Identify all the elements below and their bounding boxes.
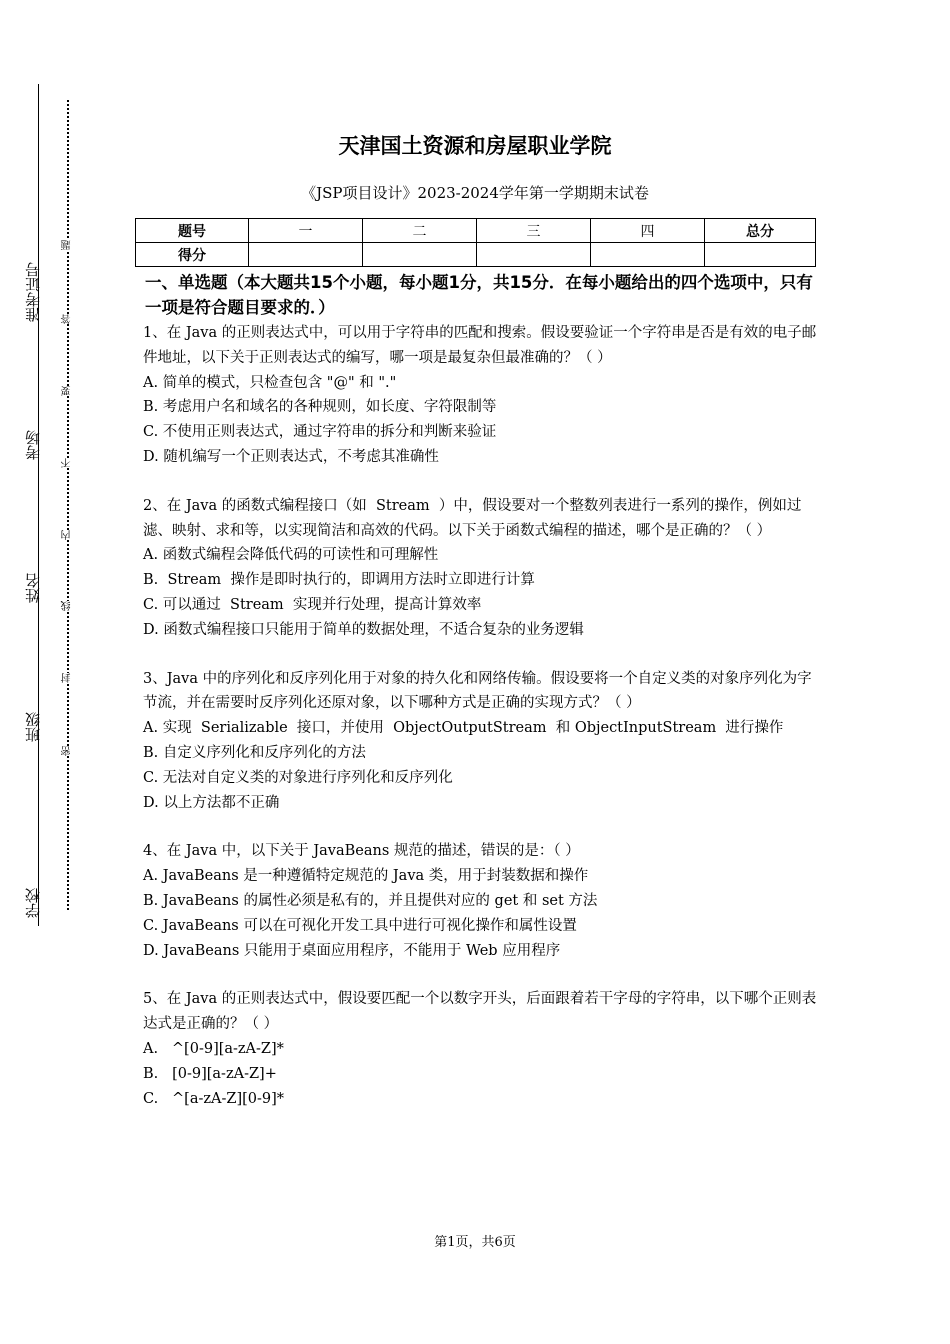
score-cell: 四 [591,219,705,243]
option-c: C. 无法对自定义类的对象进行序列化和反序列化 [143,769,453,786]
option-b: B. JavaBeans 的属性必须是私有的，并且提供对应的 get 和 set 方法 [143,892,598,909]
school-label: 学校 [24,888,42,918]
score-entry-cell [591,243,705,267]
option-a: A. 函数式编程会降低代码的可读性和可理解性 [143,547,439,564]
question-stem: 2、在 Java 的函数式编程接口（如 Stream ）中，假设要对一个整数列表进行一系列的操作，例如过滤、映射、求和等，以实现简洁和高效的代码。以下关于函数式编程的描述，哪个是正确的？（ ） [143,497,802,539]
score-entry-cell [363,243,477,267]
seal-char: 题 [60,240,76,250]
question-stem: 4、在 Java 中，以下关于 JavaBeans 规范的描述，错误的是：（ ） [143,843,580,860]
question-2 [143,494,818,643]
seal-char: 封 [60,673,76,683]
seal-char: 密 [60,746,76,756]
seal-char: 不 [60,458,76,468]
binding-dotted-line [67,100,69,910]
question-stem: 3、Java 中的序列化和反序列化用于对象的持久化和网络传输。假设要将一个自定义类的对象序列化为字节流，并在需要时反序列化还原对象，以下哪种方式是正确的实现方式？（ ） [143,670,812,712]
score-entry-cell [477,243,591,267]
score-cell: 一 [249,219,363,243]
exam-content [143,270,818,1135]
score-entry-cell [705,243,816,267]
page-number: 第1页，共6页 [434,1235,516,1250]
seal-char: 答 [60,314,76,324]
score-cell: 总分 [705,219,816,243]
option-a: A. ^[0-9][a-zA-Z]* [143,1040,284,1057]
option-d: D. 随机编写一个正则表达式，不考虑其准确性 [143,448,439,465]
option-a: A. 实现 Serializable 接口，并使用 ObjectOutputStream 和 ObjectInputStream 进行操作 [143,720,784,737]
score-entry-cell [249,243,363,267]
score-cell: 题号 [136,219,249,243]
option-d: D. JavaBeans 只能用于桌面应用程序，不能用于 Web 应用程序 [143,942,561,959]
score-table-header-row [136,219,816,243]
class-label: 班级 [24,712,42,742]
seal-char: 要 [60,386,76,396]
option-c: C. 可以通过 Stream 实现并行处理，提高计算效率 [143,596,482,613]
question-stem: 5、在 Java 的正则表达式中，假设要匹配一个以数字开头，后面跟着若干字母的字符串，以下哪个正则表达式是正确的？（ ） [143,991,817,1033]
option-c: C. JavaBeans 可以在可视化开发工具中进行可视化操作和属性设置 [143,917,577,934]
seal-char: 内 [60,530,76,540]
score-cell: 三 [477,219,591,243]
option-a: A. JavaBeans 是一种遵循特定规范的 Java 类，用于封装数据和操作 [143,868,589,885]
option-d: D. 函数式编程接口只能用于简单的数据处理，不适合复杂的业务逻辑 [143,621,584,638]
score-table-score-row [136,243,816,267]
question-3 [143,667,818,816]
question-5 [143,987,818,1111]
option-d: D. 以上方法都不正确 [143,794,280,811]
seal-char: 线 [60,601,76,611]
option-c: C. ^[a-zA-Z][0-9]* [143,1090,285,1107]
score-cell: 得分 [136,243,249,267]
question-4 [143,839,818,963]
option-b: B. [0-9][a-zA-Z]+ [143,1065,277,1082]
binding-solid-line [38,84,39,926]
admission-number-label: 准考证号 [24,262,42,322]
section-title: 一、单选题（本大题共15个小题，每小题1分，共15分．在每小题给出的四个选项中，只有一项是符合题目要求的．） [145,273,813,317]
score-cell: 二 [363,219,477,243]
exam-title: 《JSP项目设计》2023-2024学年第一学期期末试卷 [301,184,649,202]
option-c: C. 不使用正则表达式，通过字符串的拆分和判断来验证 [143,424,497,441]
option-b: B. 自定义序列化和反序列化的方法 [143,744,366,761]
option-b: B. 考虑用户名和域名的各种规则，如长度、字符限制等 [143,399,497,416]
school-title: 天津国土资源和房屋职业学院 [338,134,612,158]
question-1 [143,321,818,470]
student-name-label: 姓名 [24,573,42,603]
exam-room-label: 考场 [24,430,42,460]
question-stem: 1、在 Java 的正则表达式中，可以用于字符串的匹配和搜索。假设要验证一个字符串是否是有效的电子邮件地址，以下关于正则表达式的编写，哪一项是最复杂但最准确的？（ ） [143,325,817,366]
option-b: B. Stream 操作是即时执行的，即调用方法时立即进行计算 [143,572,535,589]
score-table [135,218,816,267]
option-a: A. 简单的模式，只检查包含 "@" 和 "." [143,374,397,391]
